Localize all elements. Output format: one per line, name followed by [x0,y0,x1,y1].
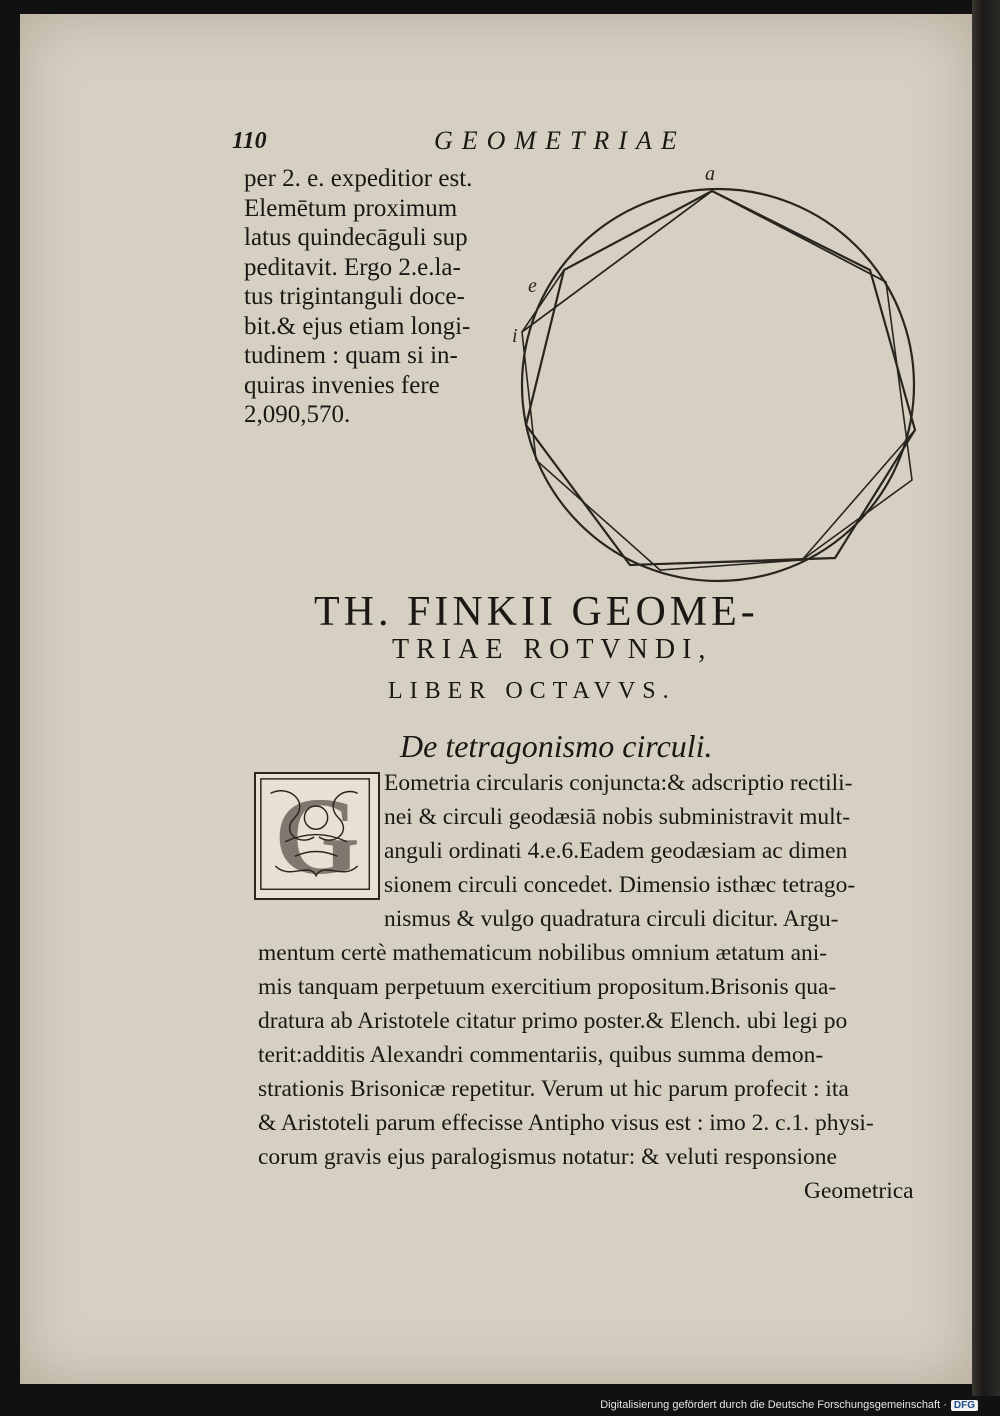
dfg-logo: DFG [951,1400,978,1411]
body-text-line: Geometrica [804,1178,914,1204]
body-text-line: nei & circuli geodæsiā nobis subministravit mult- [384,804,851,830]
title-line: TRIAE ROTVNDI, [392,634,713,665]
side-text-line: per 2. e. expeditior est. [244,165,473,192]
body-text-line: mentum certè mathematicum nobilibus omnium ætatum ani- [258,940,828,966]
body-text-line: strationis Brisonicæ repetitur. Verum ut hic parum profecit : ita [258,1076,849,1102]
body-text-line: mis tanquam perpetuum exercitium propositum.Brisonis qua- [258,974,837,1000]
body-text-line: corum gravis ejus paralogismus notatur: & veluti responsione [258,1144,837,1170]
credit-text: Digitalisierung gefördert durch die Deutsche Forschungsgemeinschaft · [600,1399,947,1411]
body-text-line: & Aristoteli parum effecisse Antipho visus est : imo 2. c.1. physi- [258,1110,874,1136]
section-heading: De tetragonismo circuli. [400,728,713,764]
body-text-line: sionem circuli concedet. Dimensio isthæc tetrago- [384,872,856,898]
body-text-line: terit:additis Alexandri commentariis, quibus summa demon- [258,1042,824,1068]
body-text-line: nismus & vulgo quadratura circuli dicitur. Argu- [384,906,839,932]
body-text-line: Eometria circularis conjuncta:& adscriptio rectili- [384,770,853,796]
diagram-label-e: e [528,275,537,297]
side-text-line: Elemētum proximum [244,194,458,222]
diagram-label-i: i [512,325,518,347]
digitization-credit [600,1399,978,1411]
side-text-line: tudinem : quam si in- [244,342,458,369]
side-text-line: quiras invenies fere [244,371,440,399]
running-head: GEOMETRIAE [434,126,686,155]
side-text-line: peditavit. Ergo 2.e.la- [244,253,461,281]
side-text-line: 2,090,570. [244,401,351,428]
initial-letter: G [274,774,360,897]
side-text-line: bit.& ejus etiam longi- [244,312,471,340]
title-line: LIBER OCTAVVS. [388,678,676,704]
side-text-line: tus trigintanguli doce- [244,283,465,310]
diagram-label-a: a [705,163,715,185]
body-text-line: anguli ordinati 4.e.6.Eadem geodæsiam ac dimen [384,838,848,864]
page-number: 110 [232,128,267,154]
body-text-line: dratura ab Aristotele citatur primo poster.& Elench. ubi legi po [258,1008,848,1034]
title-line: TH. FINKII GEOME- [314,589,759,635]
side-text-line: latus quindecāguli sup [244,224,468,251]
